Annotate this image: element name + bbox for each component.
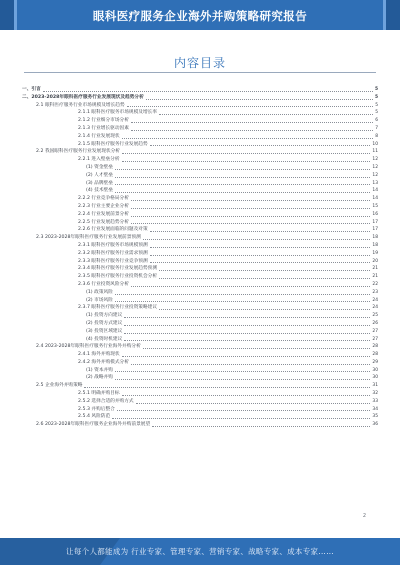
toc-dot-leader bbox=[122, 356, 371, 357]
toc-entry-page: 24 bbox=[372, 297, 378, 303]
toc-entry-label: 2.1 眼科医疗服务行业市场规模及增长趋势 bbox=[36, 102, 125, 108]
toc-dot-leader bbox=[152, 426, 370, 427]
page-number: 2 bbox=[362, 513, 366, 519]
toc-entry-page: 21 bbox=[372, 266, 378, 272]
toc-entry-label: 2.1.2 行业细分市场分析 bbox=[78, 118, 129, 124]
toc-dot-leader bbox=[122, 153, 370, 154]
toc-entry-label: 2.2.3 行业主要企业分析 bbox=[78, 203, 129, 209]
toc-dot-leader bbox=[131, 130, 373, 131]
toc-entry[interactable] bbox=[22, 141, 378, 149]
toc-entry-label: 2.5.3 并购后整合 bbox=[78, 406, 115, 412]
report-title: 眼科医疗服务企业海外并购策略研究报告 bbox=[92, 9, 308, 23]
toc-entry-label: (2) 市场风险 bbox=[86, 297, 113, 303]
toc-entry-label: 2.2.1 进入壁垒分析 bbox=[78, 157, 120, 163]
toc-entry-label: 2.3 2023-2028年眼科医疗服务行业发展前景预测 bbox=[36, 235, 141, 241]
toc-entry[interactable] bbox=[22, 94, 378, 102]
toc-entry-label: (3) 投资区域建议 bbox=[86, 328, 123, 334]
toc-dot-leader bbox=[122, 138, 374, 139]
toc-entry-label: 2.1.3 行业增长驱动因素 bbox=[78, 125, 129, 131]
toc-entry-page: 24 bbox=[372, 305, 378, 311]
toc-entry[interactable] bbox=[22, 211, 378, 219]
toc-entry-label: 2.4 2023-2028年眼科医疗服务行业海外并购分析 bbox=[36, 344, 141, 350]
toc-dot-leader bbox=[159, 114, 373, 115]
toc-entry-label: 2.2.4 行业发展前景分析 bbox=[78, 211, 129, 217]
toc-entry[interactable] bbox=[22, 102, 378, 110]
toc-entry-page: 28 bbox=[372, 352, 378, 358]
toc-entry[interactable] bbox=[22, 203, 378, 211]
toc-entry-page: 6 bbox=[375, 118, 378, 124]
toc-entry-label: 2.3.1 眼科医疗服务市场规模预测 bbox=[78, 242, 148, 248]
toc-entry[interactable] bbox=[22, 234, 378, 242]
toc-entry-label: (4) 投资时机建议 bbox=[86, 336, 123, 342]
toc-dot-leader bbox=[115, 371, 371, 372]
toc-entry-page: 17 bbox=[372, 219, 378, 225]
toc-dot-leader bbox=[150, 255, 371, 256]
toc-entry-page: 35 bbox=[372, 414, 378, 420]
toc-dot-leader bbox=[143, 348, 371, 349]
toc-entry[interactable] bbox=[22, 328, 378, 336]
toc-dot-leader bbox=[143, 239, 371, 240]
toc-entry[interactable] bbox=[22, 133, 378, 141]
toc-dot-leader bbox=[122, 395, 371, 396]
toc-entry[interactable] bbox=[22, 195, 378, 203]
toc-entry-page: 14 bbox=[372, 196, 378, 202]
toc-entry-label: (1) 政策风险 bbox=[86, 289, 113, 295]
toc-entry-page: 12 bbox=[372, 172, 378, 178]
toc-entry-label: 2.2.2 行业竞争格局分析 bbox=[78, 196, 129, 202]
toc-entry[interactable] bbox=[22, 367, 378, 375]
toc-entry[interactable] bbox=[22, 250, 378, 258]
toc-entry-label: 2.4.2 海外并购模式分析 bbox=[78, 359, 129, 365]
toc-entry[interactable] bbox=[22, 156, 378, 164]
toc-entry-label: 2.3.2 眼科医疗服务行业需求预测 bbox=[78, 250, 148, 256]
toc-dot-leader bbox=[131, 122, 373, 123]
toc-entry-page: 15 bbox=[372, 203, 378, 209]
toc-entry[interactable] bbox=[22, 390, 378, 398]
toc-entry-label: 2.5 企业海外并购策略 bbox=[36, 383, 83, 389]
toc-entry-label: 二、2023-2028年眼科医疗服务行业发展现状及趋势分析 bbox=[22, 94, 144, 100]
toc-dot-leader bbox=[150, 231, 371, 232]
toc-entry-label: 2.3.4 眼科医疗服务行业发展趋势预测 bbox=[78, 266, 158, 272]
toc-entry-page: 32 bbox=[372, 391, 378, 397]
toc-entry-label: (1) 资本并购 bbox=[86, 367, 113, 373]
toc-entry[interactable] bbox=[22, 86, 378, 94]
toc-entry-label: 2.1.1 眼科医疗服务市场规模及增长率 bbox=[78, 110, 158, 116]
toc-entry-page: 5 bbox=[374, 87, 378, 92]
toc-entry-page: 16 bbox=[372, 211, 378, 217]
toc-entry-page: 8 bbox=[375, 133, 378, 139]
toc-entry[interactable] bbox=[22, 125, 378, 133]
toc-entry-page: 17 bbox=[372, 227, 378, 233]
toc-dot-leader bbox=[150, 262, 371, 263]
toc-entry-page: 20 bbox=[372, 258, 378, 264]
toc-entry-label: 2.4.1 海外并购现状 bbox=[78, 352, 120, 358]
toc-entry-page: 26 bbox=[372, 320, 378, 326]
toc-entry-page: 18 bbox=[372, 242, 378, 248]
toc-entry[interactable] bbox=[22, 297, 378, 305]
toc-entry-label: (2) 战略并购 bbox=[86, 375, 113, 381]
toc-entry-page: 36 bbox=[372, 422, 378, 428]
toc-entry-label: 2.3.5 眼科医疗服务行业投资机会分析 bbox=[78, 274, 158, 280]
toc-entry-page: 18 bbox=[372, 235, 378, 241]
toc-entry-page: 12 bbox=[372, 157, 378, 163]
toc-entry-page: 11 bbox=[372, 149, 378, 155]
toc-dot-leader bbox=[115, 177, 371, 178]
toc-entry-label: 2.2.5 行业发展趋势分析 bbox=[78, 219, 129, 225]
toc-dot-leader bbox=[131, 208, 370, 209]
toc-dot-leader bbox=[131, 286, 370, 287]
toc-entry-page: 31 bbox=[372, 383, 378, 389]
toc-entry-label: 2.2 我国眼科医疗服务行业发展现状分析 bbox=[36, 149, 120, 155]
toc-dot-leader bbox=[124, 333, 370, 334]
toc-entry-page: 25 bbox=[372, 313, 378, 319]
toc-dot-leader bbox=[131, 200, 370, 201]
footer-slogan: 让每个人都能成为 行业专家、管理专家、营销专家、战略专家、成本专家…… bbox=[66, 547, 334, 556]
toc-dot-leader bbox=[117, 410, 371, 411]
toc-entry[interactable] bbox=[22, 109, 378, 117]
toc-entry[interactable] bbox=[22, 281, 378, 289]
toc-entry-page: 22 bbox=[372, 281, 378, 287]
toc-entry-page: 23 bbox=[372, 289, 378, 295]
toc-dot-leader bbox=[115, 192, 371, 193]
toc-entry[interactable] bbox=[22, 304, 378, 312]
toc-dot-leader bbox=[159, 309, 370, 310]
toc-entry[interactable] bbox=[22, 226, 378, 234]
toc-entry-page: 33 bbox=[372, 398, 378, 404]
toc-dot-leader bbox=[115, 379, 371, 380]
toc-entry[interactable] bbox=[22, 351, 378, 359]
toc-entry-page: 30 bbox=[372, 375, 378, 381]
toc-dot-leader bbox=[159, 270, 370, 271]
toc-divider bbox=[24, 72, 376, 73]
toc-entry-label: 2.2.6 行业发展面临的问题及对策 bbox=[78, 227, 148, 233]
toc-entry[interactable] bbox=[22, 242, 378, 250]
toc-entry-page: 5 bbox=[374, 94, 378, 100]
toc-entry[interactable] bbox=[22, 320, 378, 328]
toc-entry-page: 21 bbox=[372, 274, 378, 280]
toc-entry[interactable] bbox=[22, 219, 378, 227]
toc-entry[interactable] bbox=[22, 148, 378, 156]
toc-dot-leader bbox=[124, 340, 370, 341]
toc-entry-page: 27 bbox=[372, 336, 378, 342]
toc-entry-label: 一、引言 bbox=[22, 87, 41, 92]
toc-entry[interactable] bbox=[22, 312, 378, 320]
toc-entry-label: 2.1.5 眼科医疗服务行业发展趋势 bbox=[78, 141, 148, 147]
toc-entry[interactable] bbox=[22, 164, 378, 172]
report-footer-bar bbox=[0, 538, 400, 565]
toc-entry-label: 2.5.1 明确并购目标 bbox=[78, 391, 120, 397]
header-decoration-right bbox=[380, 0, 400, 30]
toc-dot-leader bbox=[150, 145, 371, 146]
toc-dot-leader bbox=[150, 247, 371, 248]
toc-entry-page: 13 bbox=[372, 180, 378, 186]
toc-entry-label: (3) 品牌壁垒 bbox=[86, 180, 113, 186]
toc-entry[interactable] bbox=[22, 421, 378, 429]
toc-dot-leader bbox=[127, 106, 374, 107]
toc-entry-label: (2) 投资方式建议 bbox=[86, 320, 123, 326]
toc-entry-label: (2) 人才壁垒 bbox=[86, 172, 113, 178]
toc-dot-leader bbox=[124, 317, 370, 318]
toc-entry[interactable] bbox=[22, 382, 378, 390]
toc-dot-leader bbox=[131, 223, 370, 224]
toc-entry-label: 2.3.6 行业投资风险分析 bbox=[78, 281, 129, 287]
toc-entry[interactable] bbox=[22, 289, 378, 297]
toc-dot-leader bbox=[115, 184, 371, 185]
toc-entry-label: 2.3.3 眼科医疗服务行业竞争预测 bbox=[78, 258, 148, 264]
toc-dot-leader bbox=[146, 99, 373, 100]
toc-dot-leader bbox=[112, 418, 370, 419]
toc-entry-label: 2.5.4 风险防范 bbox=[78, 414, 111, 420]
toc-entry-page: 29 bbox=[372, 359, 378, 365]
toc-entry-page: 28 bbox=[372, 344, 378, 350]
toc-entry[interactable] bbox=[22, 374, 378, 382]
toc-heading: 内容目录 bbox=[173, 56, 226, 70]
toc-entry-page: 7 bbox=[375, 125, 378, 131]
toc-entry[interactable] bbox=[22, 398, 378, 406]
toc-entry-page: 5 bbox=[375, 102, 378, 108]
toc-entry-page: 30 bbox=[372, 367, 378, 373]
toc-dot-leader bbox=[159, 278, 370, 279]
toc-entry-label: 2.5.2 选择合适的并购方式 bbox=[78, 398, 134, 404]
toc-entry-label: 2.3.7 眼科医疗服务行业投资策略建议 bbox=[78, 305, 158, 311]
toc-dot-leader bbox=[43, 91, 373, 92]
toc-dot-leader bbox=[131, 364, 370, 365]
toc-dot-leader bbox=[131, 216, 370, 217]
toc-entry[interactable] bbox=[22, 172, 378, 180]
toc-entry[interactable] bbox=[22, 413, 378, 421]
toc-entry-page: 14 bbox=[372, 188, 378, 194]
toc-entry-page: 34 bbox=[372, 406, 378, 412]
toc-dot-leader bbox=[115, 169, 371, 170]
toc-dot-leader bbox=[115, 294, 371, 295]
toc-entry[interactable] bbox=[22, 265, 378, 273]
toc-entry[interactable] bbox=[22, 343, 378, 351]
toc-entry[interactable] bbox=[22, 117, 378, 125]
toc-entry-page: 5 bbox=[375, 110, 378, 116]
toc-entry-label: 2.6 2023-2028年眼科医疗服务企业海外并购前景展望 bbox=[36, 422, 151, 428]
toc-entry-label: (4) 技术壁垒 bbox=[86, 188, 113, 194]
toc-entry-page: 12 bbox=[372, 164, 378, 170]
toc-entry-label: (1) 资金壁垒 bbox=[86, 164, 113, 170]
table-of-contents bbox=[22, 86, 378, 429]
report-header-bar bbox=[0, 0, 400, 30]
toc-entry[interactable] bbox=[22, 187, 378, 195]
toc-entry[interactable] bbox=[22, 258, 378, 266]
toc-entry[interactable] bbox=[22, 406, 378, 414]
toc-entry[interactable] bbox=[22, 359, 378, 367]
toc-entry-label: 2.1.4 行业发展现状 bbox=[78, 133, 120, 139]
toc-entry-page: 27 bbox=[372, 328, 378, 334]
toc-entry[interactable] bbox=[22, 180, 378, 188]
toc-entry-page: 19 bbox=[372, 250, 378, 256]
toc-entry-label: (1) 投资方向建议 bbox=[86, 313, 123, 319]
toc-entry-page: 10 bbox=[372, 141, 378, 147]
toc-dot-leader bbox=[84, 387, 370, 388]
toc-dot-leader bbox=[136, 403, 371, 404]
toc-dot-leader bbox=[122, 161, 371, 162]
toc-entry[interactable] bbox=[22, 336, 378, 344]
toc-dot-leader bbox=[124, 325, 370, 326]
toc-entry[interactable] bbox=[22, 273, 378, 281]
toc-dot-leader bbox=[115, 301, 371, 302]
